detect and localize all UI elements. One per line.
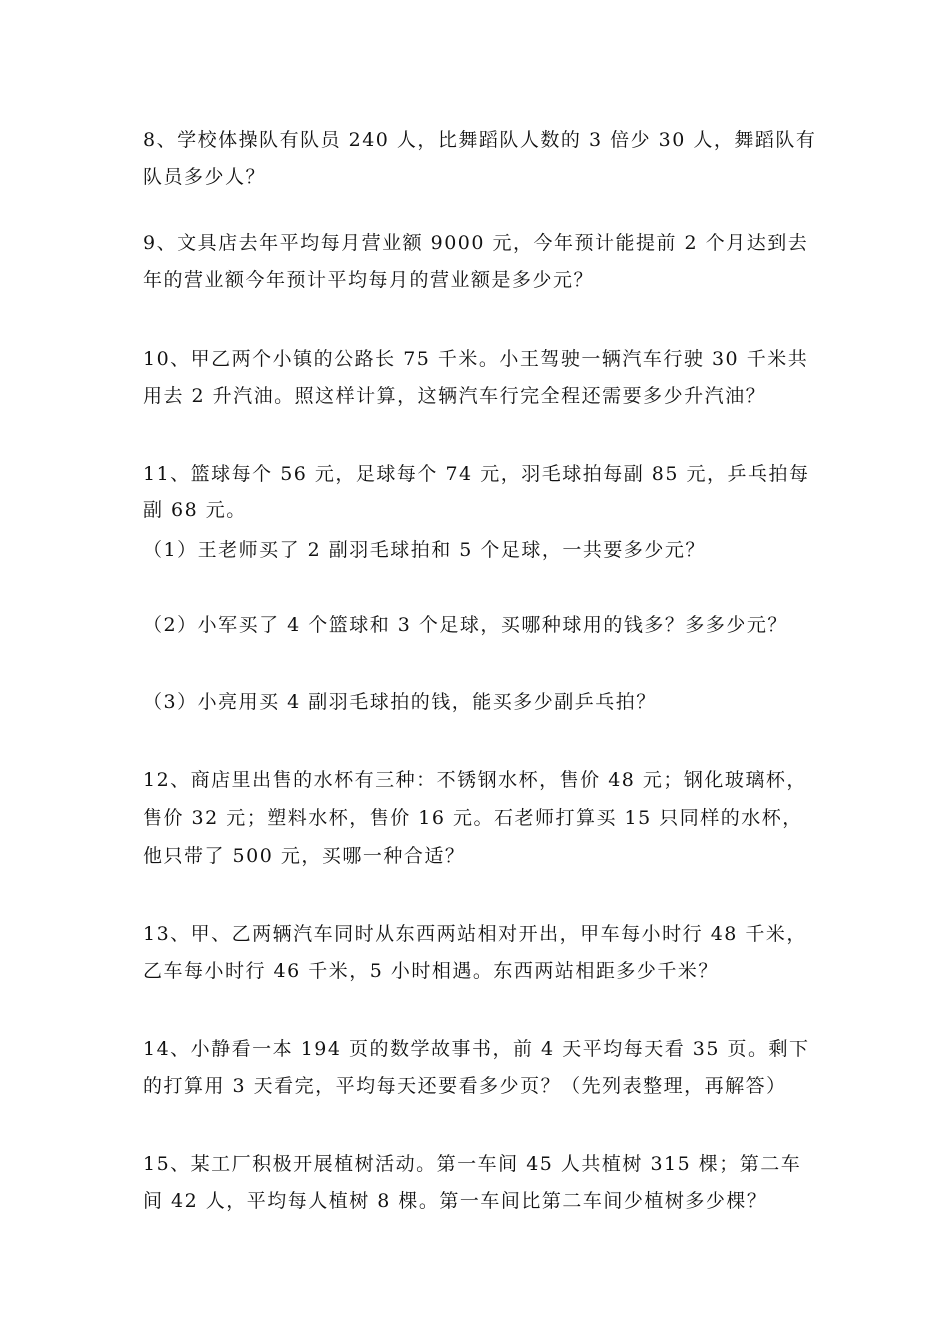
problem-11-sub-3: （3）小亮用买 4 副羽毛球拍的钱，能买多少副乒乓拍？ [143, 691, 657, 713]
problem-11-sub-1: （1）王老师买了 2 副羽毛球拍和 5 个足球，一共要多少元？ [143, 539, 706, 561]
problem-12-line-1: 12、商店里出售的水杯有三种：不锈钢水杯，售价 48 元；钢化玻璃杯， [143, 769, 807, 791]
problem-14-line-1: 14、小静看一本 194 页的数学故事书，前 4 天平均每天看 35 页。剩下 [143, 1038, 810, 1060]
problem-8-line-1: 8、学校体操队有队员 240 人，比舞蹈队人数的 3 倍少 30 人，舞蹈队有 [143, 129, 817, 151]
problem-15-line-1: 15、某工厂积极开展植树活动。第一车间 45 人共植树 315 棵；第二车 [143, 1153, 802, 1175]
problem-12-line-2: 售价 32 元；塑料水杯，售价 16 元。石老师打算买 15 只同样的水杯， [143, 807, 803, 829]
problem-13-line-2: 乙车每小时行 46 千米，5 小时相遇。东西两站相距多少千米？ [143, 960, 719, 982]
problem-10-line-2: 用去 2 升汽油。照这样计算，这辆汽车行完全程还需要多少升汽油？ [143, 385, 767, 407]
problem-15-line-2: 间 42 人，平均每人植树 8 棵。第一车间比第二车间少植树多少棵？ [143, 1190, 768, 1212]
problem-9-line-2: 年的营业额今年预计平均每月的营业额是多少元？ [143, 269, 595, 291]
problem-11-sub-2: （2）小军买了 4 个篮球和 3 个足球，买哪种球用的钱多？多多少元？ [143, 614, 788, 636]
problem-12-line-3: 他只带了 500 元，买哪一种合适？ [143, 845, 466, 867]
problem-9-line-1: 9、文具店去年平均每月营业额 9000 元，今年预计能提前 2 个月达到去 [143, 232, 809, 254]
problem-8-line-2: 队员多少人？ [143, 166, 267, 188]
problem-13-line-1: 13、甲、乙两辆汽车同时从东西两站相对开出，甲车每小时行 48 千米， [143, 923, 807, 945]
problem-14-line-2: 的打算用 3 天看完，平均每天还要看多少页？（先列表整理，再解答） [143, 1075, 787, 1097]
problem-11-line-2: 副 68 元。 [143, 499, 247, 521]
problem-11-line-1: 11、篮球每个 56 元，足球每个 74 元，羽毛球拍每副 85 元，乒乓拍每 [143, 463, 810, 485]
problem-10-line-1: 10、甲乙两个小镇的公路长 75 千米。小王驾驶一辆汽车行驶 30 千米共 [143, 348, 809, 370]
